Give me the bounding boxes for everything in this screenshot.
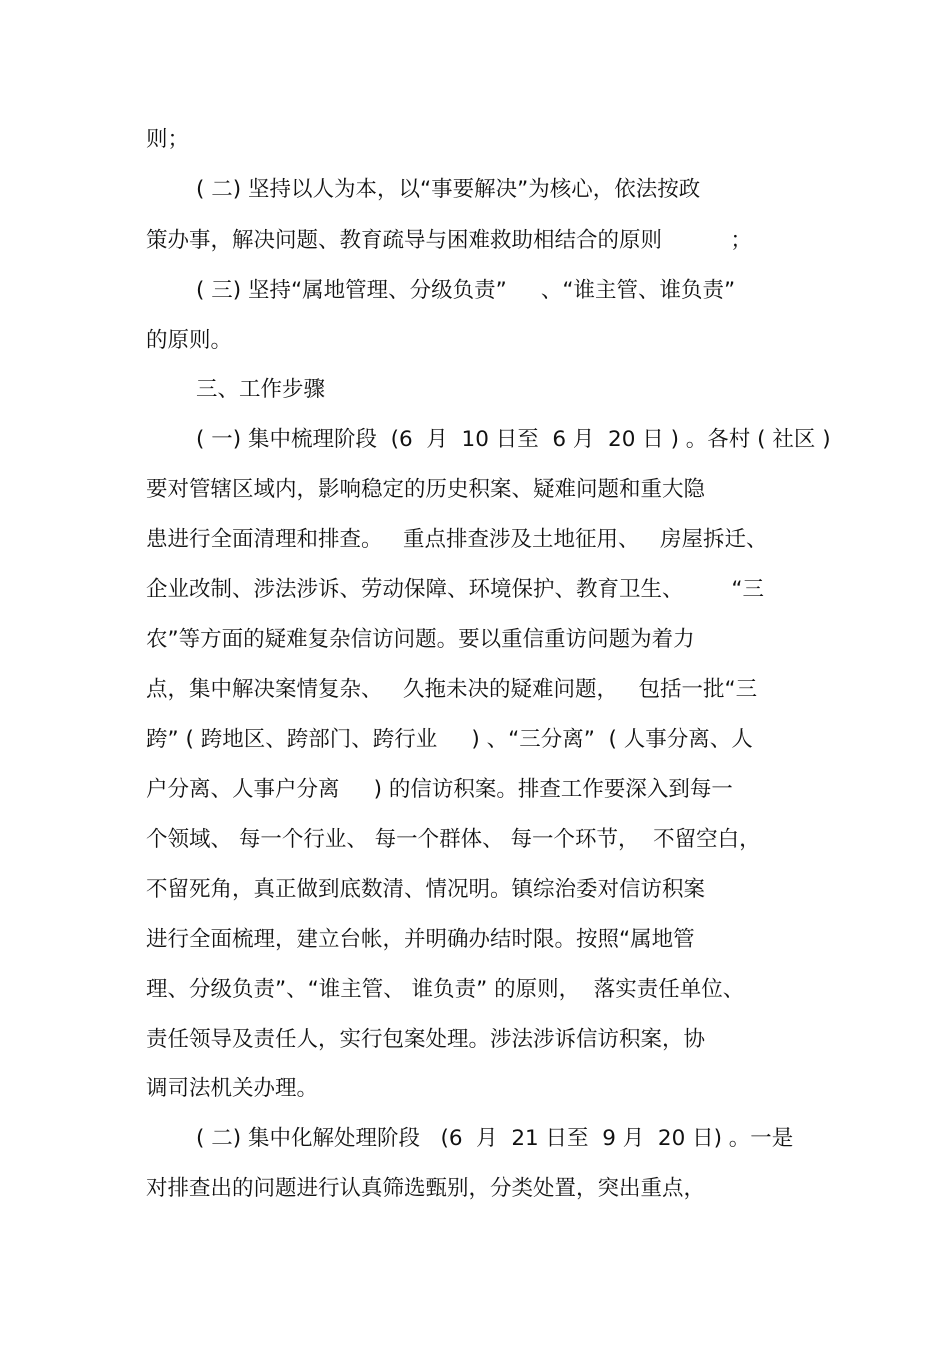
section-heading: 三、工作步骤	[196, 377, 326, 402]
text-line: 调司法机关办理。	[146, 1076, 319, 1101]
text-line: 的原则。	[146, 328, 233, 353]
text-line: 对排查出的问题进行认真筛选甄别，分类处置，突出重点，	[146, 1176, 706, 1201]
text-line: 进行全面梳理，建立台帐，并明确办结时限。按照“属地管	[146, 927, 695, 952]
text-line: 跨” ( 跨地区、跨部门、跨行业 ) 、“三分离” ( 人事分离、人	[146, 727, 753, 752]
text-line: 患进行全面清理和排查。 重点排查涉及土地征用、 房屋拆迁、	[146, 527, 768, 552]
text-line: 不留死角，真正做到底数清、情况明。镇综治委对信访积案	[146, 877, 706, 902]
text-line: ( 二) 坚持以人为本，以“事要解决”为核心，依法按政	[196, 177, 701, 202]
text-line: 企业改制、涉法涉诉、劳动保障、环境保护、教育卫生、 “三	[146, 577, 764, 602]
text-line: 责任领导及责任人，实行包案处理。涉法涉诉信访积案，协	[146, 1027, 706, 1052]
text-line: 农”等方面的疑难复杂信访问题。要以重信重访问题为着力	[146, 627, 695, 652]
text-line: ( 二) 集中化解处理阶段 (6 月 21 日至 9 月 20 日) 。一是	[196, 1126, 794, 1151]
text-line: 策办事，解决问题、教育疏导与困难救助相结合的原则 ；	[146, 228, 752, 253]
text-line: 户分离、人事户分离 ) 的信访积案。排查工作要深入到每一	[146, 777, 733, 802]
text-line: ( 一) 集中梳理阶段 (6 月 10 日至 6 月 20 日 ) 。各村 ( 社区 )	[196, 427, 831, 452]
text-line: 点，集中解决案情复杂、 久拖未决的疑难问题， 包括一批“三	[146, 677, 758, 702]
text-line: 要对管辖区域内，影响稳定的历史积案、疑难问题和重大隐	[146, 477, 706, 502]
text-line: 理、分级负责”、“谁主管、 谁负责” 的原则， 落实责任单位、	[146, 977, 745, 1002]
text-line: ( 三) 坚持“属地管理、分级负责” 、“谁主管、谁负责”	[196, 278, 736, 303]
text-line: 个领域、 每一个行业、 每一个群体、 每一个环节， 不留空白，	[146, 827, 761, 852]
text-line: 则；	[146, 127, 190, 152]
